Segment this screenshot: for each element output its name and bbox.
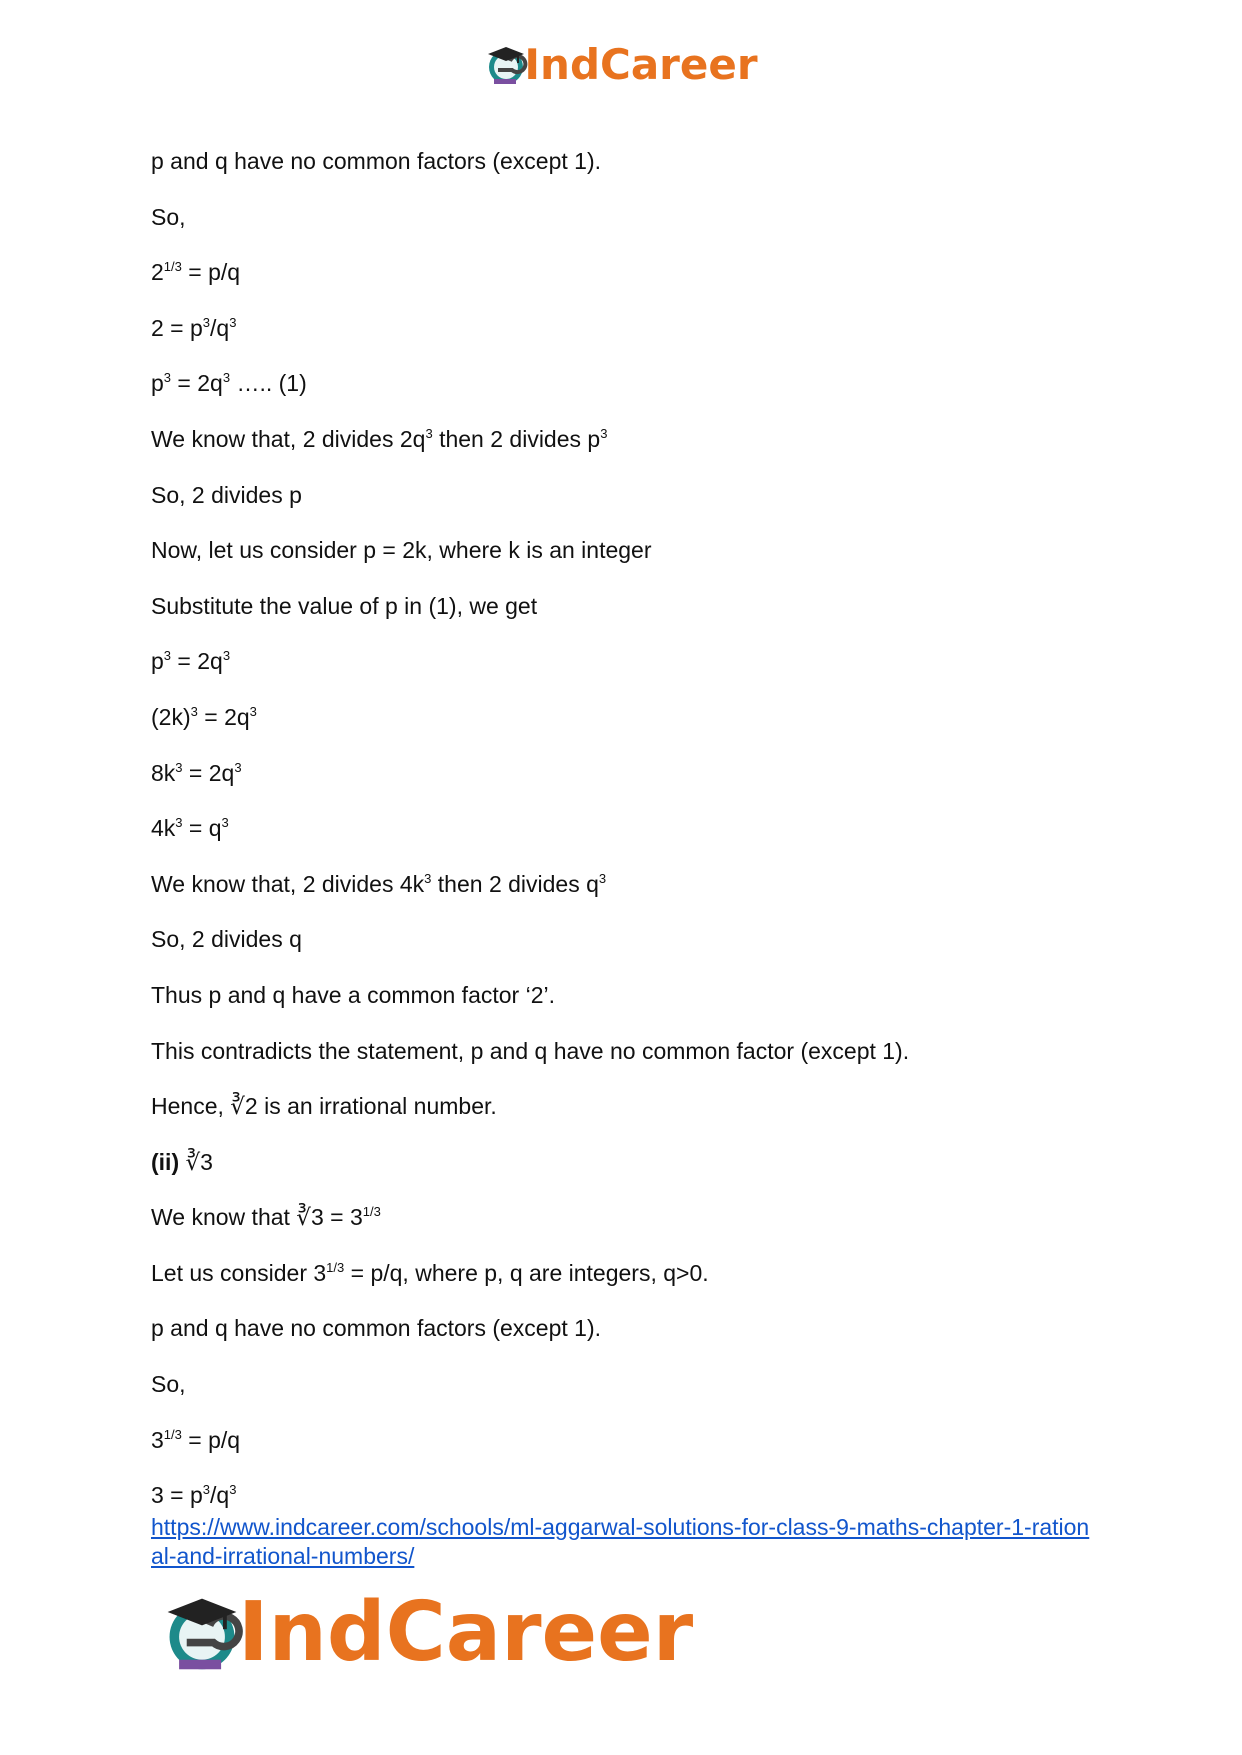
superscript: 3: [175, 815, 183, 831]
text-line: [151, 258, 1111, 314]
superscript: 3: [229, 314, 237, 330]
bold-label: (ii): [151, 1148, 180, 1175]
text-run: Now, let us consider p = 2k, where k is an integer: [151, 537, 652, 564]
text-run: = 2q: [197, 703, 250, 730]
text-run: = p/q, where p, q are integers, q>0.: [344, 1259, 709, 1286]
text-run: This contradicts the statement, p and q have no common factor (except 1).: [151, 1037, 910, 1064]
superscript: 3: [190, 703, 198, 719]
superscript: 1/3: [326, 1259, 345, 1275]
superscript: 3: [234, 759, 242, 775]
text-line: [151, 314, 1111, 370]
text-run: So,: [151, 1371, 186, 1398]
text-line: [151, 1314, 1111, 1370]
text-line: [151, 1092, 1111, 1148]
text-line: [151, 1148, 1111, 1204]
text-run: We know that, 2 divides 2q: [151, 425, 426, 452]
text-run: = q: [182, 815, 222, 842]
text-line: [151, 1037, 1111, 1093]
text-run: Thus p and q have a common factor ‘2’.: [151, 981, 555, 1008]
superscript: 3: [600, 425, 608, 441]
superscript: 3: [202, 1482, 211, 1498]
text-line: [151, 592, 1111, 648]
text-run: So,: [151, 203, 186, 230]
superscript: 3: [249, 703, 257, 719]
text-run: = 2q: [171, 648, 223, 675]
text-run: 8k: [151, 759, 176, 786]
text-line: [151, 925, 1111, 981]
superscript: 1/3: [362, 1204, 381, 1220]
superscript: 3: [598, 870, 607, 886]
text-run: = p/q: [181, 1426, 241, 1453]
text-line: [151, 1259, 1111, 1315]
text-line: [151, 425, 1111, 481]
text-run: then 2 divides p: [432, 425, 601, 452]
text-run: Hence, ∛2 is an irrational number.: [151, 1093, 497, 1120]
text-line: [151, 1426, 1111, 1482]
text-run: 2 = p: [151, 314, 203, 341]
text-line: [151, 647, 1111, 703]
text-run: Let us consider 3: [151, 1259, 327, 1286]
text-run: = 2q: [182, 759, 235, 786]
text-line: [151, 203, 1111, 259]
text-line: [151, 481, 1111, 537]
superscript: 3: [229, 1482, 237, 1498]
text-line: [151, 147, 1111, 203]
superscript: 3: [202, 314, 211, 330]
text-run: p and q have no common factors (except 1).: [151, 148, 602, 174]
text-run: = p/q: [181, 259, 241, 286]
text-run: /q: [210, 314, 230, 341]
text-line: [151, 981, 1111, 1037]
text-run: (2k): [151, 703, 191, 730]
superscript: 3: [163, 648, 172, 664]
superscript: 3: [424, 870, 432, 886]
text-run: We know that ∛3 = 3: [151, 1204, 363, 1231]
source-url-link[interactable]: https://www.indcareer.com/schools/ml-aggarwal-solutions-for-class-9-maths-chapter-1-rational-and-irrational-numbers/: [151, 1514, 1090, 1570]
text-run: then 2 divides q: [431, 870, 599, 897]
superscript: 1/3: [163, 1426, 182, 1442]
header-logo-text: IndCareer: [524, 40, 758, 89]
text-run: We know that, 2 divides 4k: [151, 870, 425, 897]
text-run: So, 2 divides q: [151, 926, 302, 953]
text-run: p and q have no common factors (except 1).: [151, 1315, 602, 1342]
superscript: 3: [425, 425, 433, 441]
text-line: [151, 536, 1111, 592]
text-run: Substitute the value of p in (1), we get: [151, 592, 538, 619]
superscript: 3: [222, 370, 231, 386]
text-line: [151, 814, 1111, 870]
text-run: ….. (1): [230, 370, 307, 397]
text-line: [151, 870, 1111, 926]
text-run: p: [151, 648, 164, 675]
text-line: [151, 369, 1111, 425]
superscript: 3: [222, 648, 231, 664]
footer-logo-text: IndCareer: [238, 1585, 694, 1680]
text-line: [151, 1481, 1111, 1513]
logo-mark-icon: [484, 43, 528, 87]
text-run: ∛3: [179, 1148, 213, 1175]
footer-logo: [160, 1585, 693, 1680]
text-run: p: [151, 370, 164, 397]
document-body: [151, 147, 1111, 1571]
superscript: 1/3: [163, 259, 182, 275]
superscript: 3: [163, 370, 172, 386]
text-run: 3 = p: [151, 1482, 203, 1509]
text-run: 3: [151, 1426, 164, 1453]
text-run: 2: [151, 259, 164, 286]
header-logo: [0, 40, 1242, 89]
text-line: [151, 1203, 1111, 1259]
logo-mark-icon: [160, 1591, 244, 1675]
text-run: So, 2 divides p: [151, 481, 302, 508]
superscript: 3: [221, 815, 229, 831]
text-run: = 2q: [171, 370, 223, 397]
text-line: [151, 759, 1111, 815]
superscript: 3: [175, 759, 183, 775]
text-line: [151, 1370, 1111, 1426]
text-line: [151, 703, 1111, 759]
text-run: 4k: [151, 815, 176, 842]
text-run: /q: [210, 1482, 230, 1509]
